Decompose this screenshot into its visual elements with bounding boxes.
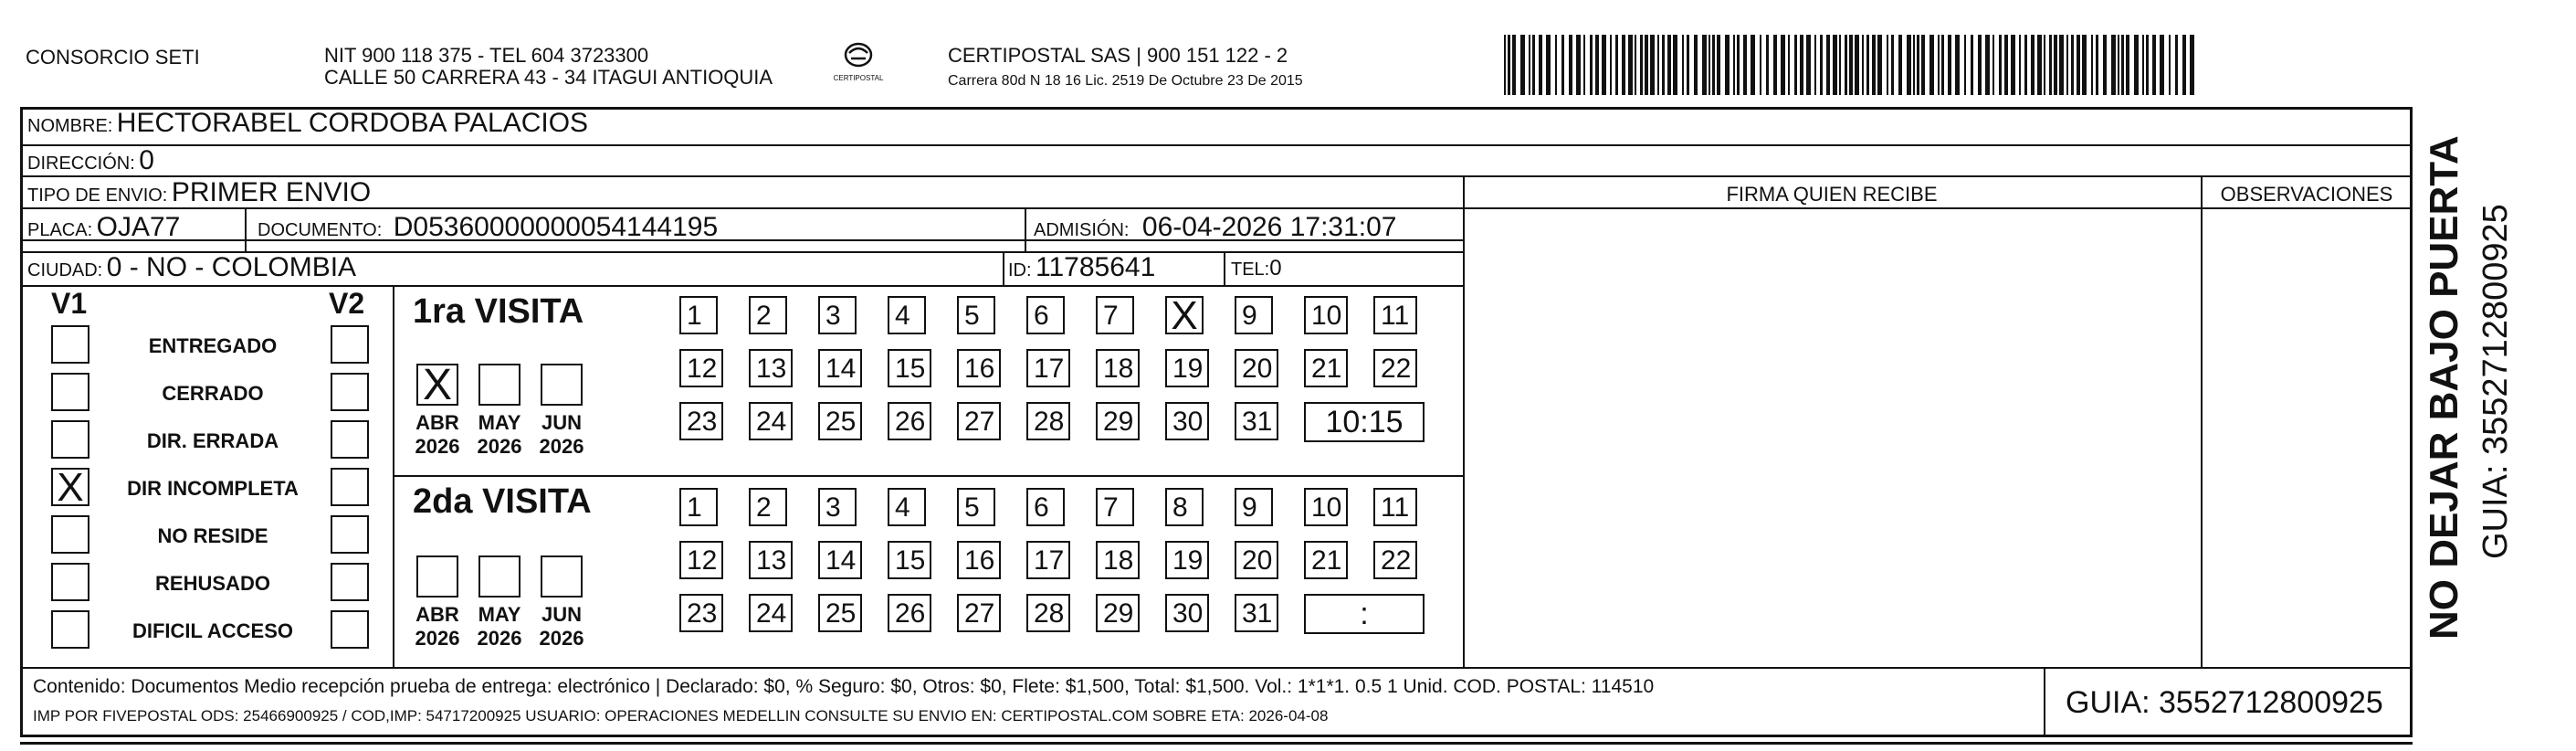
admision-label: ADMISIÓN: [1034,220,1130,240]
barcode-bar [1917,35,1919,95]
day-box[interactable]: 28 [1026,594,1070,632]
barcode-bar [2175,35,2178,95]
barcode-bar [1781,35,1785,95]
day-box[interactable]: 23 [679,402,723,440]
ciudad-label: CIUDAD: [27,260,103,280]
barcode-bar [1717,35,1720,95]
day-box[interactable]: 4 [888,488,926,526]
barcode-bar [1662,35,1665,95]
barcode-bar [2031,35,2035,95]
day-box[interactable]: 10 [1304,296,1348,334]
id-value: 11785641 [1036,252,1156,282]
day-box[interactable]: 28 [1026,402,1070,440]
day-box[interactable]: 24 [749,594,793,632]
day-box[interactable]: 16 [957,541,1001,579]
day-box[interactable]: 13 [749,541,793,579]
barcode-bar [1628,35,1633,95]
barcode-bar [1938,35,1940,95]
barcode-bar [2044,35,2045,95]
barcode-bar [1845,35,1847,95]
tel-label: TEL: [1231,259,1270,280]
barcode-bar [1569,35,1572,95]
day-box[interactable]: 30 [1165,594,1209,632]
barcode-bar [2049,35,2052,95]
day-box[interactable]: 9 [1235,296,1273,334]
carrier-address: Carrera 80d N 18 16 Lic. 2519 De Octubre 23 De 2015 [948,73,1303,89]
barcode-bar [2059,35,2064,95]
v2-checkbox[interactable] [331,373,369,411]
barcode-bar [2091,35,2093,95]
barcode-bar [1826,35,1830,95]
footer-line1: Contenido: Documentos Medio recepción prueba de entrega: electrónico | Declarado: $0, % Seguro: $0, Otros: $0, Flete: $1,500, Total: $1,500. Vol.: 1*1*1. 0.5 1 Unid. COD. POSTAL: 114510 [33,676,1655,697]
v1-checkbox[interactable] [51,515,89,554]
barcode-bar [2169,35,2171,95]
firma-area[interactable] [1467,212,2197,663]
barcode-bar [1508,35,1510,95]
logo-icon [840,40,877,69]
barcode-bar [1725,35,1730,95]
footer-guia: GUIA: 3552712800925 [2066,685,2383,720]
day-box[interactable]: 6 [1026,296,1065,334]
tipo-envio-value: PRIMER ENVIO [171,177,372,207]
barcode-bar [2004,35,2008,95]
nombre-field [27,108,588,139]
tipo-envio-field [27,177,371,208]
side-guia: GUIA: 3552712800925 [2476,204,2515,559]
barcode-bar [1999,35,2002,95]
day-box[interactable]: 3 [818,488,857,526]
barcode-bar [1855,35,1859,95]
barcode-bar [1941,35,1944,95]
barcode-bar [1737,35,1740,95]
barcode-bar [2096,35,2098,95]
day-box[interactable]: 19 [1165,349,1209,387]
barcode-bar [1788,35,1790,95]
barcode-bar [2182,35,2186,95]
barcode-bar [2071,35,2074,95]
barcode-bar [1760,35,1761,95]
day-box[interactable]: 13 [749,349,793,387]
barcode-bar [1907,35,1911,95]
month-checkbox[interactable] [416,555,458,598]
barcode-bar [1687,35,1689,95]
observaciones-header: OBSERVACIONES [2220,183,2393,206]
barcode-bar [2037,35,2042,95]
day-box[interactable]: 14 [818,349,862,387]
barcode-bar [2082,35,2087,95]
barcode-bar [1751,35,1755,95]
admision-value: 06-04-2026 17:31:07 [1141,212,1397,242]
barcode-bar [1615,35,1618,95]
day-box[interactable]: 5 [957,488,995,526]
barcode-bar [1773,35,1777,95]
day-box[interactable]: 2 [749,296,787,334]
day-box[interactable]: 15 [888,541,931,579]
direccion-field [27,145,154,176]
nit-line: NIT 900 118 375 - TEL 604 3723300 [324,44,649,67]
day-box[interactable]: 11 [1373,488,1417,526]
barcode-bar [1709,35,1710,95]
barcode-bar [1814,35,1816,95]
month-checkbox[interactable]: X [416,364,458,406]
day-box[interactable]: 8 [1165,488,1204,526]
barcode-bar [1872,35,1876,95]
nombre-label: NOMBRE: [27,116,113,136]
barcode-bar [2190,35,2194,95]
ciudad-value: 0 - NO - COLOMBIA [106,252,357,282]
nombre-value: HECTORABEL CORDOBA PALACIOS [116,108,589,138]
month-label: MAY 2026 [477,603,522,650]
barcode-bar [1657,35,1659,95]
status-label: DIFICIL ACCESO [131,619,293,642]
day-box[interactable]: 30 [1165,402,1209,440]
barcode [1502,35,2205,99]
barcode-bar [1955,35,1960,95]
barcode-bar [1743,35,1747,95]
barcode-bar [1964,35,1966,95]
logo-text: CERTIPOSTAL [833,74,884,82]
day-box[interactable]: 10 [1304,488,1348,526]
day-box[interactable]: 17 [1026,349,1070,387]
day-box[interactable]: 26 [888,594,931,632]
day-box[interactable]: 1 [679,488,718,526]
barcode-bar [2054,35,2057,95]
month-checkbox[interactable] [478,555,520,598]
v1-checkbox[interactable]: X [51,468,89,506]
day-box[interactable]: 23 [679,594,723,632]
month-label: MAY 2026 [477,411,522,458]
tel-field [1231,256,1282,281]
barcode-bar [2066,35,2068,95]
side-warning: NO DEJAR BAJO PUERTA [2422,135,2466,640]
barcode-bar [1800,35,1803,95]
v1-checkbox[interactable] [51,610,89,649]
day-box[interactable]: 31 [1235,594,1278,632]
day-box[interactable]: 12 [679,541,723,579]
barcode-bar [1694,35,1698,95]
barcode-bar [1555,35,1557,95]
barcode-bar [1595,35,1599,95]
barcode-bar [1766,35,1769,95]
barcode-bar [1820,35,1823,95]
day-box[interactable]: 21 [1304,541,1348,579]
month-checkbox[interactable] [478,364,520,406]
observaciones-area[interactable] [2204,212,2409,663]
barcode-bar [2111,35,2116,95]
day-box[interactable]: 7 [1096,296,1134,334]
barcode-bar [1891,35,1894,95]
documento-label: DOCUMENTO: [258,220,383,240]
barcode-bar [1992,35,1994,95]
barcode-bar [1806,35,1811,95]
carrier-line: CERTIPOSTAL SAS | 900 151 122 - 2 [948,44,1288,67]
day-box[interactable]: 27 [957,402,1001,440]
barcode-bar [1733,35,1735,95]
placa-label: PLACA: [27,220,93,240]
direccion-label: DIRECCIÓN: [27,153,135,174]
day-box[interactable]: 4 [888,296,926,334]
barcode-bar [1839,35,1841,95]
status-label: DIR INCOMPLETA [127,477,299,500]
barcode-bar [1682,35,1684,95]
day-box[interactable]: 1 [679,296,718,334]
direccion-value: 0 [139,145,154,175]
barcode-bar [1913,35,1915,95]
barcode-bar [1971,35,1973,95]
status-label: ENTREGADO [148,334,278,357]
barcode-bar [1504,35,1506,95]
visit2-title: 2da VISITA [413,482,592,521]
v2-checkbox[interactable] [331,610,369,649]
barcode-bar [1539,35,1542,95]
placa-field [27,212,180,243]
barcode-bar [1650,35,1655,95]
day-box[interactable]: 25 [818,594,862,632]
v2-checkbox[interactable] [331,325,369,364]
admision-field [1034,212,1396,243]
ciudad-field [27,252,356,283]
barcode-bar [2126,35,2129,95]
documento-field [258,212,718,243]
status-label: DIR. ERRADA [146,429,279,452]
day-box[interactable]: 20 [1235,349,1278,387]
barcode-bar [1712,35,1715,95]
v2-checkbox[interactable] [331,468,369,506]
footer-line2: IMP POR FIVEPOSTAL ODS: 25466900925 / COD,IMP: 54717200925 USUARIO: OPERACIONES MEDELLIN CONSULTE SU ENVIO EN: CERTIPOSTAL.COM SOBRE ETA: 2026-04-08 [33,707,1329,725]
barcode-bar [1532,35,1535,95]
barcode-bar [2019,35,2021,95]
barcode-bar [2121,35,2124,95]
day-box[interactable]: 20 [1235,541,1278,579]
barcode-bar [2077,35,2080,95]
day-box[interactable]: 14 [818,541,862,579]
day-box[interactable]: 3 [818,296,857,334]
id-field [1008,252,1155,283]
day-box[interactable]: 29 [1096,402,1140,440]
tel-value: 0 [1269,256,1282,280]
day-box[interactable]: 27 [957,594,1001,632]
barcode-bar [1929,35,1934,95]
day-box[interactable]: 21 [1304,349,1348,387]
barcode-bar [1948,35,1951,95]
barcode-bar [1887,35,1888,95]
barcode-bar [1576,35,1581,95]
barcode-bar [1849,35,1853,95]
day-box[interactable]: 22 [1373,349,1417,387]
day-box[interactable]: 2 [749,488,787,526]
barcode-bar [1667,35,1671,95]
day-box[interactable]: 15 [888,349,931,387]
address-line: CALLE 50 CARRERA 43 - 34 ITAGUI ANTIOQUIA [324,66,773,89]
day-box[interactable]: X [1165,296,1204,334]
day-box[interactable]: 29 [1096,594,1140,632]
time-box[interactable]: : [1304,594,1425,634]
v2-checkbox[interactable] [331,515,369,554]
barcode-bar [1877,35,1882,95]
barcode-bar [1673,35,1677,95]
day-box[interactable]: 17 [1026,541,1070,579]
month-label: JUN 2026 [539,411,584,458]
barcode-bar [2160,35,2164,95]
day-box[interactable]: 16 [957,349,1001,387]
barcode-bar [1602,35,1606,95]
company-name: CONSORCIO SETI [26,46,200,69]
barcode-bar [1610,35,1612,95]
day-box[interactable]: 5 [957,296,995,334]
barcode-bar [1512,35,1516,95]
barcode-bar [1520,35,1525,95]
barcode-bar [2011,35,2015,95]
barcode-bar [1645,35,1648,95]
tipo-envio-label: TIPO DE ENVIO: [27,185,168,206]
month-label: JUN 2026 [539,603,584,650]
v2-checkbox[interactable] [331,420,369,459]
day-box[interactable]: 6 [1026,488,1065,526]
day-box[interactable]: 24 [749,402,793,440]
barcode-bar [1635,35,1636,95]
month-label: ABR 2026 [415,603,460,650]
month-label: ABR 2026 [415,411,460,458]
status-label: CERRADO [162,382,264,405]
barcode-bar [1702,35,1707,95]
v1-checkbox[interactable] [51,325,89,364]
barcode-bar [1978,35,1982,95]
day-box[interactable]: 12 [679,349,723,387]
placa-value: OJA77 [96,212,181,242]
id-label: ID: [1008,260,1032,280]
barcode-bar [1866,35,1869,95]
documento-value: D05360000000054144195 [393,212,719,242]
barcode-bar [2024,35,2027,95]
firma-header: FIRMA QUIEN RECIBE [1726,183,1938,206]
barcode-bar [1898,35,1902,95]
day-box[interactable]: 19 [1165,541,1209,579]
barcode-bar [1561,35,1564,95]
barcode-bar [1794,35,1797,95]
v1-header: V1 [51,287,88,320]
v1-checkbox[interactable] [51,563,89,601]
barcode-bar [1985,35,1990,95]
day-box[interactable]: 22 [1373,541,1417,579]
barcode-bar [1833,35,1837,95]
v1-checkbox[interactable] [51,373,89,411]
barcode-bar [2118,35,2119,95]
day-box[interactable]: 7 [1096,488,1134,526]
barcode-bar [2134,35,2139,95]
v1-checkbox[interactable] [51,420,89,459]
barcode-bar [1622,35,1625,95]
barcode-bar [1640,35,1643,95]
time-box[interactable]: 10:15 [1304,402,1425,442]
day-box[interactable]: 26 [888,402,931,440]
barcode-bar [1546,35,1551,95]
barcode-bar [2146,35,2149,95]
day-box[interactable]: 18 [1096,349,1140,387]
v2-checkbox[interactable] [331,563,369,601]
day-box[interactable]: 18 [1096,541,1140,579]
barcode-bar [2142,35,2144,95]
barcode-bar [2152,35,2156,95]
day-box[interactable]: 25 [818,402,862,440]
visit1-title: 1ra VISITA [413,292,584,331]
day-box[interactable]: 9 [1235,488,1273,526]
barcode-bar [1921,35,1925,95]
barcode-bar [1583,35,1585,95]
barcode-bar [1862,35,1864,95]
status-label: REHUSADO [155,572,270,595]
day-box[interactable]: 31 [1235,402,1278,440]
barcode-bar [1529,35,1530,95]
day-box[interactable]: 11 [1373,296,1417,334]
v2-header: V2 [329,287,365,320]
barcode-bar [2103,35,2107,95]
barcode-bar [1590,35,1593,95]
certipostal-logo [831,40,886,95]
month-checkbox[interactable] [541,364,583,406]
month-checkbox[interactable] [541,555,583,598]
status-label: NO RESIDE [157,524,268,547]
